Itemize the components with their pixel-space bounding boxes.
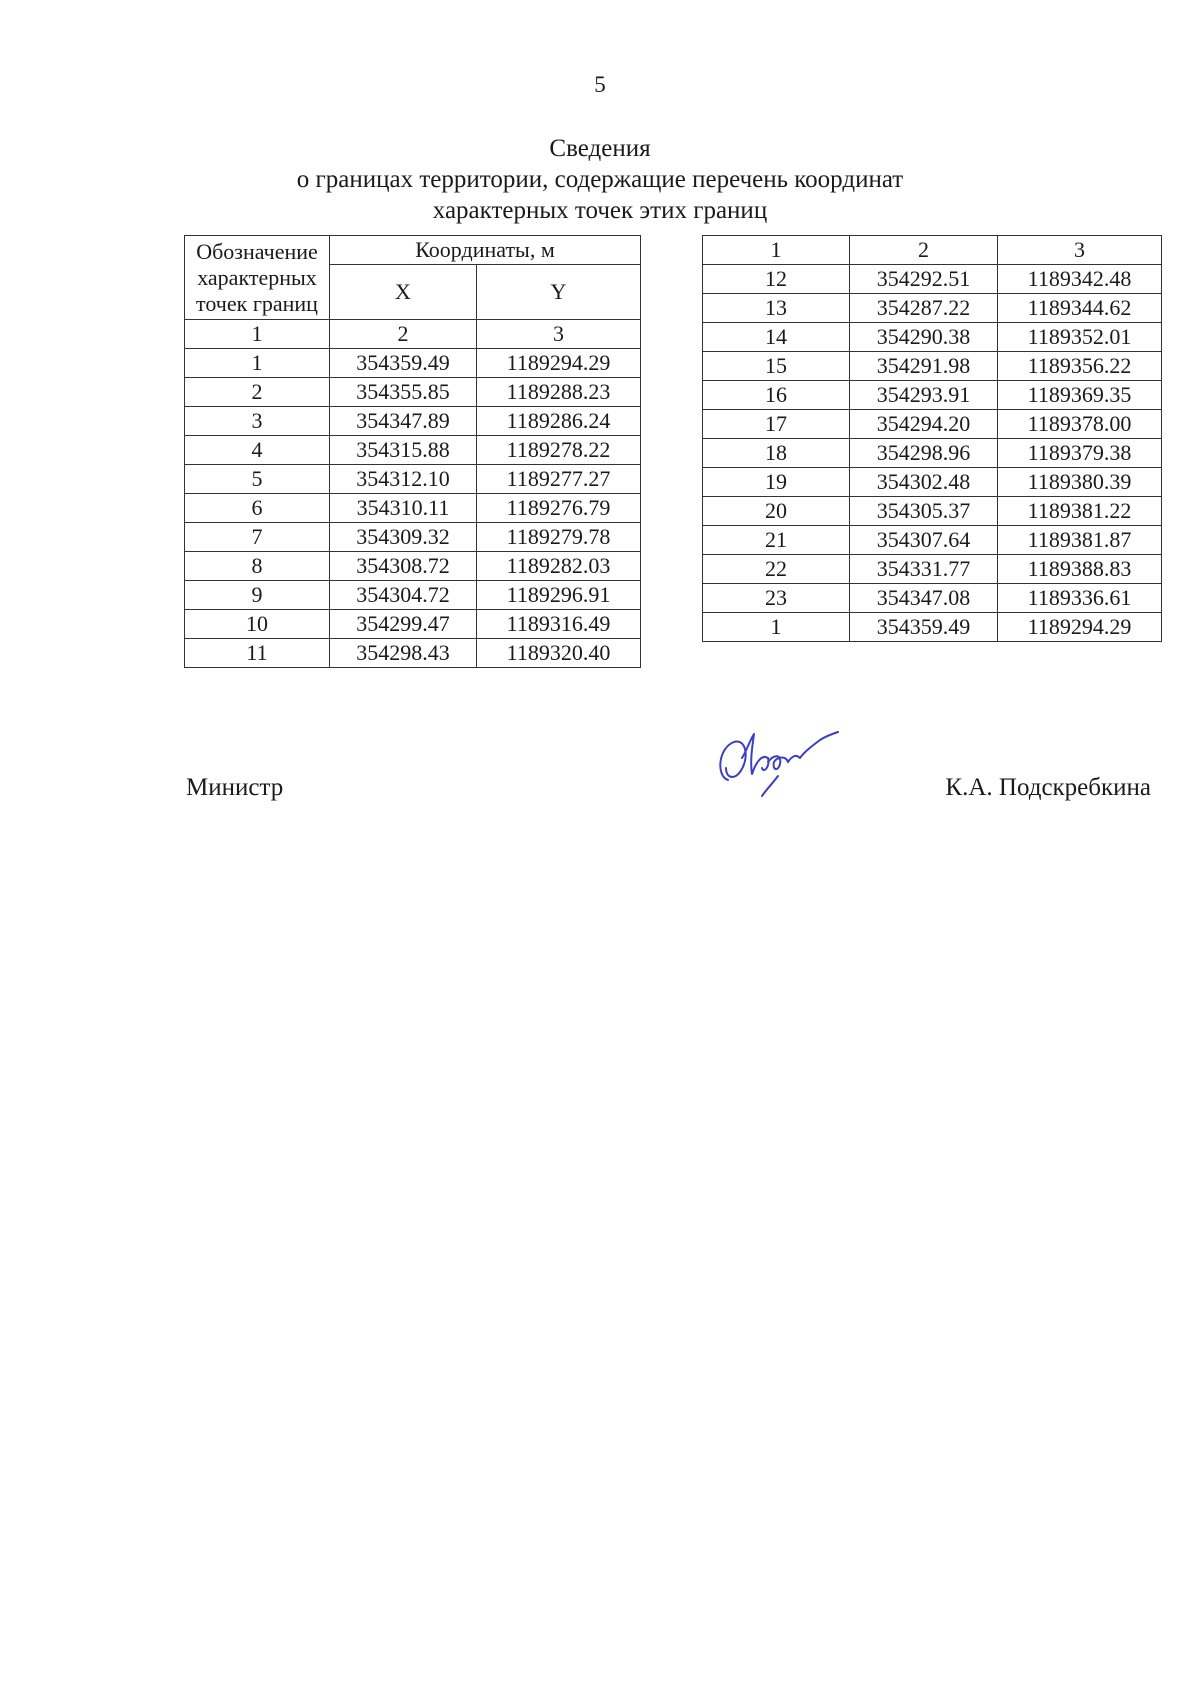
x-coordinate: 354305.37 xyxy=(850,497,998,526)
x-coordinate: 354347.08 xyxy=(850,584,998,613)
table-row xyxy=(185,581,641,610)
point-number: 4 xyxy=(185,436,330,465)
table-row xyxy=(703,352,1162,381)
column-number: 3 xyxy=(998,236,1162,265)
column-number: 2 xyxy=(850,236,998,265)
column-number: 1 xyxy=(703,236,850,265)
table-row xyxy=(185,523,641,552)
table-row xyxy=(185,436,641,465)
x-coordinate: 354302.48 xyxy=(850,468,998,497)
y-coordinate: 1189380.39 xyxy=(998,468,1162,497)
table-row xyxy=(185,610,641,639)
y-coordinate: 1189278.22 xyxy=(477,436,641,465)
point-number: 22 xyxy=(703,555,850,584)
point-number: 23 xyxy=(703,584,850,613)
y-coordinate: 1189320.40 xyxy=(477,639,641,668)
table-row xyxy=(703,526,1162,555)
title-line-1: Сведения xyxy=(549,135,651,162)
point-number: 1 xyxy=(185,349,330,378)
x-coordinate: 354304.72 xyxy=(330,581,477,610)
x-coordinate: 354355.85 xyxy=(330,378,477,407)
signature-block xyxy=(0,720,1200,820)
right-table-body xyxy=(703,265,1162,642)
table-row xyxy=(703,323,1162,352)
title-line-2: о границах территории, содержащие перечень координат xyxy=(296,166,904,193)
point-number: 12 xyxy=(703,265,850,294)
table-row xyxy=(185,552,641,581)
y-coordinate: 1189369.35 xyxy=(998,381,1162,410)
point-number: 17 xyxy=(703,410,850,439)
x-coordinate: 354291.98 xyxy=(850,352,998,381)
y-coordinate: 1189277.27 xyxy=(477,465,641,494)
x-coordinate: 354287.22 xyxy=(850,294,998,323)
column-number: 3 xyxy=(477,320,641,349)
point-number: 9 xyxy=(185,581,330,610)
x-coordinate: 354347.89 xyxy=(330,407,477,436)
table-row xyxy=(703,410,1162,439)
y-coordinate: 1189381.87 xyxy=(998,526,1162,555)
x-coordinate: 354290.38 xyxy=(850,323,998,352)
header-designation: Обозначение характерных точек границ xyxy=(185,236,330,320)
coordinates-table-left xyxy=(184,235,641,668)
point-number: 8 xyxy=(185,552,330,581)
point-number: 7 xyxy=(185,523,330,552)
x-coordinate: 354292.51 xyxy=(850,265,998,294)
table-row xyxy=(703,468,1162,497)
y-coordinate: 1189342.48 xyxy=(998,265,1162,294)
table-row xyxy=(703,555,1162,584)
y-coordinate: 1189282.03 xyxy=(477,552,641,581)
header-coordinates: Координаты, м xyxy=(330,236,641,265)
x-coordinate: 354293.91 xyxy=(850,381,998,410)
table-row xyxy=(703,294,1162,323)
point-number: 20 xyxy=(703,497,850,526)
y-coordinate: 1189276.79 xyxy=(477,494,641,523)
point-number: 21 xyxy=(703,526,850,555)
x-coordinate: 354310.11 xyxy=(330,494,477,523)
handwritten-signature xyxy=(712,718,842,808)
table-row xyxy=(185,494,641,523)
y-coordinate: 1189294.29 xyxy=(998,613,1162,642)
point-number: 16 xyxy=(703,381,850,410)
x-coordinate: 354312.10 xyxy=(330,465,477,494)
y-coordinate: 1189388.83 xyxy=(998,555,1162,584)
x-coordinate: 354315.88 xyxy=(330,436,477,465)
point-number: 3 xyxy=(185,407,330,436)
document-title xyxy=(0,133,1200,226)
y-coordinate: 1189286.24 xyxy=(477,407,641,436)
point-number: 15 xyxy=(703,352,850,381)
x-coordinate: 354359.49 xyxy=(850,613,998,642)
y-coordinate: 1189316.49 xyxy=(477,610,641,639)
y-coordinate: 1189336.61 xyxy=(998,584,1162,613)
point-number: 5 xyxy=(185,465,330,494)
x-coordinate: 354298.96 xyxy=(850,439,998,468)
y-coordinate: 1189381.22 xyxy=(998,497,1162,526)
x-coordinate: 354359.49 xyxy=(330,349,477,378)
column-number: 1 xyxy=(185,320,330,349)
point-number: 10 xyxy=(185,610,330,639)
x-coordinate: 354294.20 xyxy=(850,410,998,439)
table-row xyxy=(185,465,641,494)
y-coordinate: 1189352.01 xyxy=(998,323,1162,352)
table-row xyxy=(185,349,641,378)
table-row xyxy=(703,584,1162,613)
y-coordinate: 1189356.22 xyxy=(998,352,1162,381)
column-number: 2 xyxy=(330,320,477,349)
x-coordinate: 354299.47 xyxy=(330,610,477,639)
signer-position: Министр xyxy=(186,774,284,801)
point-number: 2 xyxy=(185,378,330,407)
point-number: 19 xyxy=(703,468,850,497)
x-coordinate: 354309.32 xyxy=(330,523,477,552)
page-number: 5 xyxy=(594,72,606,97)
title-line-3: характерных точек этих границ xyxy=(432,197,768,224)
point-number: 1 xyxy=(703,613,850,642)
y-coordinate: 1189379.38 xyxy=(998,439,1162,468)
header-x: X xyxy=(330,265,477,320)
x-coordinate: 354331.77 xyxy=(850,555,998,584)
x-coordinate: 354307.64 xyxy=(850,526,998,555)
left-table-body xyxy=(185,349,641,668)
x-coordinate: 354298.43 xyxy=(330,639,477,668)
table-row xyxy=(703,497,1162,526)
table-row xyxy=(185,407,641,436)
point-number: 18 xyxy=(703,439,850,468)
table-row xyxy=(703,439,1162,468)
table-row xyxy=(185,378,641,407)
point-number: 13 xyxy=(703,294,850,323)
y-coordinate: 1189294.29 xyxy=(477,349,641,378)
header-y: Y xyxy=(477,265,641,320)
point-number: 6 xyxy=(185,494,330,523)
point-number: 14 xyxy=(703,323,850,352)
y-coordinate: 1189288.23 xyxy=(477,378,641,407)
table-row xyxy=(703,613,1162,642)
table-row xyxy=(703,265,1162,294)
table-row xyxy=(703,381,1162,410)
y-coordinate: 1189378.00 xyxy=(998,410,1162,439)
table-row xyxy=(185,639,641,668)
y-coordinate: 1189296.91 xyxy=(477,581,641,610)
y-coordinate: 1189344.62 xyxy=(998,294,1162,323)
coordinates-table-right xyxy=(702,235,1162,642)
y-coordinate: 1189279.78 xyxy=(477,523,641,552)
x-coordinate: 354308.72 xyxy=(330,552,477,581)
point-number: 11 xyxy=(185,639,330,668)
signer-name: К.А. Подскребкина xyxy=(945,774,1151,801)
